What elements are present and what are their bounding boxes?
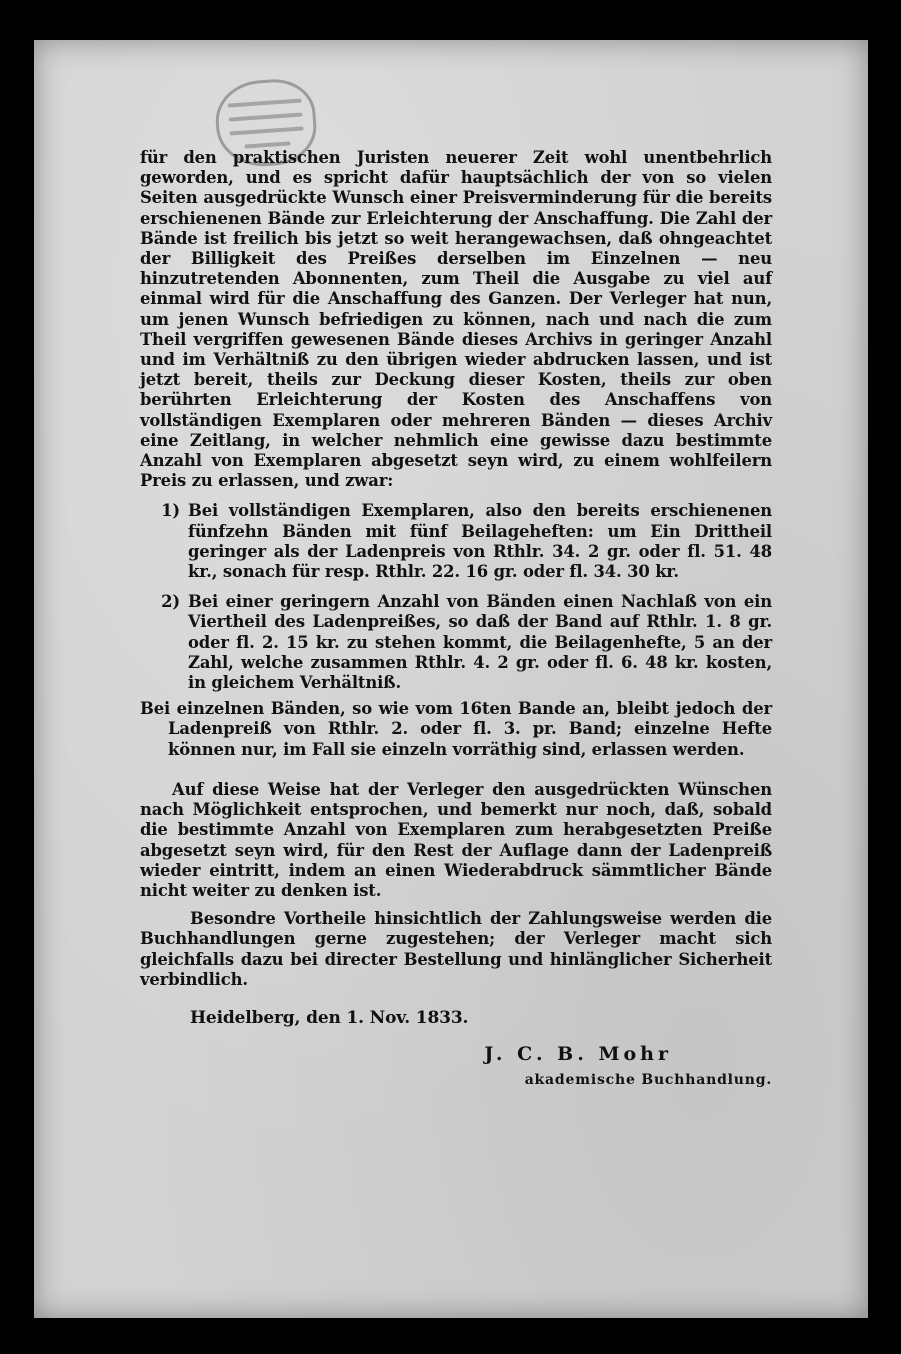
price-item-1 xyxy=(140,501,772,582)
single-volumes-paragraph: Bei einzelnen Bänden, so wie vom 16ten Bande an, bleibt jedoch der Ladenpreiß von Rthlr. 2. oder fl. 3. pr. Band; einzelne Hefte können nur, im Fall sie einzeln vorräthig sind, erlassen werden. xyxy=(140,699,772,759)
item-text: Bei einer geringern Anzahl von Bänden einen Nachlaß von ein Viertheil des Ladenpreißes, so daß der Band auf Rthlr. 1. 8 gr. oder fl. 2. 15 kr. zu stehen kommt, die Beilagenhefte, 5 an der Zahl, welche zusammen Rthlr. 4. 2 gr. oder fl. 6. 48 kr. kosten, in gleichem Verhältniß. xyxy=(188,592,772,693)
publisher-subtitle: akademische Buchhandlung. xyxy=(524,1072,772,1089)
item-number: 2) xyxy=(161,592,180,612)
intro-paragraph: für den praktischen Juristen neuerer Zeit wohl unentbehrlich geworden, und es spricht dafür hauptsächlich der von so vielen Seiten ausgedrückte Wunsch einer Preisverminderung für die bereits erschienenen Bände zur Erleichterung der Anschaffung. Die Zahl der Bände ist freilich bis jetzt so weit herangewachsen, daß ohngeachtet der Billigkeit des Preißes derselben im Einzelnen — neu hinzutretenden Abonnenten, zum Theil die Ausgabe zu viel auf einmal wird für die Anschaffung des Ganzen. Der Verleger hat nun, um jenen Wunsch befriedigen zu können, nach und nach die zum Theil vergriffen gewesenen Bände dieses Archivs in geringer Anzahl und im Verhältniß zu den übrigen wieder abdrucken lassen, und ist jetzt bereit, theils zur Deckung dieser Kosten, theils zur oben berührten Erleichterung der Kosten des Anschaffens von vollständigen Exemplaren oder mehreren Bänden — dieses Archiv eine Zeitlang, in welcher nehmlich eine gewisse dazu bestimmte Anzahl von Exemplaren abgesetzt seyn wird, zu einem wohlfeilern Preis zu erlassen, und zwar: xyxy=(140,148,772,491)
item-text: Bei vollständigen Exemplaren, also den bereits erschienenen fünfzehn Bänden mit fünf Beilageheften: um Ein Drittheil geringer als der Ladenpreis von Rthlr. 34. 2 gr. oder fl. 51. 48 kr., sonach für resp. Rthlr. 22. 16 gr. oder fl. 34. 30 kr. xyxy=(188,501,772,582)
price-item-2 xyxy=(140,592,772,693)
closing-paragraph: Auf diese Weise hat der Verleger den ausgedrückten Wünschen nach Möglichkeit entsprochen, und bemerkt nur noch, daß, sobald die bestimmte Anzahl von Exemplaren zum herabgesetzten Preiße abgesetzt seyn wird, für den Rest der Auflage dann der Ladenpreiß wieder eintritt, indem an einen Wiederabdruck sämmtlicher Bände nicht weiter zu denken ist. xyxy=(140,779,772,900)
item-number: 1) xyxy=(161,501,180,521)
publisher-name: J. C. B. Mohr xyxy=(484,1043,672,1066)
document-body xyxy=(140,148,772,1091)
payment-paragraph: Besondre Vortheile hinsichtlich der Zahlungsweise werden die Buchhandlungen gerne zugestehen; der Verleger macht sich gleichfalls dazu bei directer Bestellung und hinlänglicher Sicherheit verbindlich. xyxy=(140,909,772,989)
date-line: Heidelberg, den 1. Nov. 1833. xyxy=(190,1007,469,1028)
